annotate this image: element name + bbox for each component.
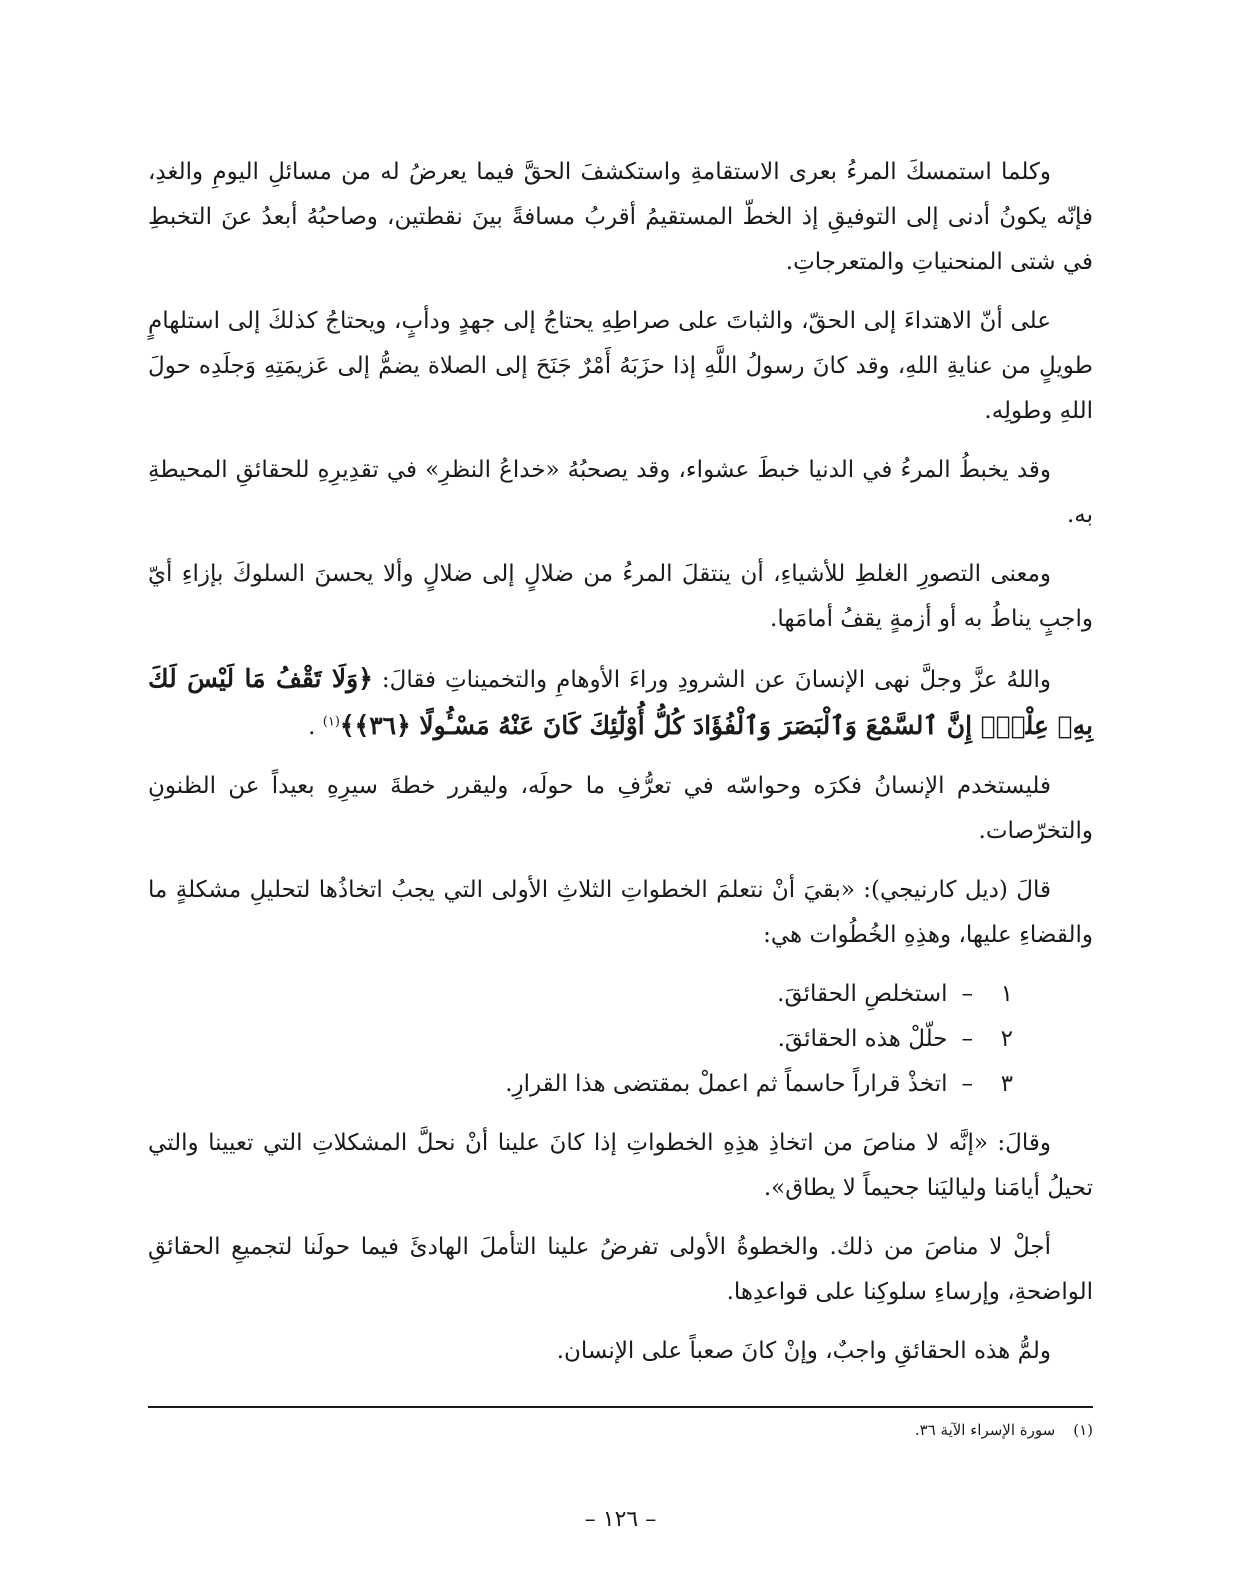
step-text: استخلصِ الحقائقَ. [777,981,948,1007]
list-item [148,1062,1093,1107]
step-number: ١ [1000,981,1013,1007]
footnote-text: سورة الإسراء الآية ٣٦. [914,1421,1056,1439]
paragraph: وقد يخبطُ المرءُ في الدنيا خبطَ عشواء، وقد يصحبُهُ «خداعُ النظرِ» في تقدِيرِهِ للحقائقِ المحيطةِ به. [148,457,1093,528]
step-dash: – [961,1026,973,1052]
footnote-number: (١) [1073,1421,1093,1439]
step-dash: – [961,981,973,1007]
paragraph: فليستخدم الإنسانُ فكرَه وحواسّه في تعرُّفِ ما حولَه، وليقرر خطةَ سيرِهِ بعيداً عن الظنونِ والتخرّصات. [148,773,1093,844]
paragraph: على أنّ الاهتداءَ إلى الحقّ، والثباتَ على صراطِهِ يحتاجُ إلى جهدٍ ودأبٍ، ويحتاجُ كذلكَ إلى استلهامٍ طويلٍ من عنايةِ اللهِ، وقد كانَ رسولُ اللَّهِ إذا حزَبَهُ أَمْرٌ جَنَحَ إلى الصلاة يضمُّ إلى عَزيمَتِهِ وَجلَدِه حولَ اللهِ وطولِه. [148,308,1093,424]
paragraph: وقالَ: «إنَّه لا مناصَ من اتخاذِ هذِهِ الخطواتِ إذا كانَ علينا أنْ نحلَّ المشكلاتِ التي تعيينا والتي تحيلُ أيامَنا ولياليَنا جحيماً لا يطاق». [148,1130,1093,1201]
list-item [148,972,1093,1017]
page-body [148,150,1093,1388]
quran-paragraph [148,656,1093,750]
paragraph: وكلما استمسكَ المرءُ بعرى الاستقامةِ واستكشفَ الحقَّ فيما يعرضُ له من مسائلِ اليومِ والغدِ، فإنّه يكونُ أدنى إلى التوفيقِ إذ الخطّ المستقيمُ أقربُ مسافةً بينَ نقطتين، وصاحبُهُ أبعدُ عنَ التخبطِ في شتى المنحنياتِ والمتعرجاتِ. [148,159,1093,275]
step-number: ٣ [1000,1071,1013,1097]
page-number: – ١٢٦ – [584,1507,657,1532]
sentence-end: . [308,714,316,740]
step-number: ٢ [1000,1026,1013,1052]
list-item [148,1017,1093,1062]
step-text: اتخذْ قراراً حاسماً ثم اعملْ بمقتضى هذا القرارِ. [505,1071,948,1097]
step-text: حلّلْ هذه الحقائقَ. [777,1026,948,1052]
footnote-reference: (١) [322,714,340,730]
quran-intro: واللهُ عزَّ وجلَّ نهى الإنسانَ عن الشرودِ وراءَ الأوهامِ والتخميناتِ فقالَ: [372,667,1051,693]
footnote-divider [148,1406,1093,1408]
steps-list [148,972,1093,1107]
step-dash: – [961,1071,973,1097]
footnote [148,1418,1093,1442]
paragraph: ومعنى التصورِ الغلطِ للأشياءِ، أن ينتقلَ المرءُ من ضلالٍ إلى ضلالٍ وألا يحسنَ السلوكَ بإزاءِ أيّ واجبٍ يناطُ به أو أزمةٍ يقفُ أمامَها. [148,561,1093,632]
paragraph: أجلْ لا مناصَ من ذلك. والخطوةُ الأولى تفرضُ علينا التأملَ الهادئَ فيما حولَنا لتجميعِ الحقائقِ الواضحةِ، وإرساءِ سلوكِنا على قواعدِها. [148,1234,1093,1305]
paragraph: ولمُّ هذه الحقائقِ واجبٌ، وإنْ كانَ صعباً على الإنسان. [556,1338,1051,1364]
paragraph: قالَ (ديل كارنيجي): «بقيَ أنْ نتعلمَ الخطواتِ الثلاثِ الأولى التي يجبُ اتخاذُها لتحليلِ مشكلةٍ ما والقضاءِ عليها، وهذِهِ الخُطُوات هي: [148,877,1093,948]
quran-verse: ﴿وَلَا تَقْفُ مَا لَيْسَ لَكَ بِهِۦ عِلْمٌۚ إِنَّ ٱلسَّمْعَ وَٱلْبَصَرَ وَٱلْفُؤَادَ كُلُّ أُوْلَٰٓئِكَ كَانَ عَنْهُ مَسْـُٔولًا ﴿٣٦﴾﴾ [148,664,1093,740]
